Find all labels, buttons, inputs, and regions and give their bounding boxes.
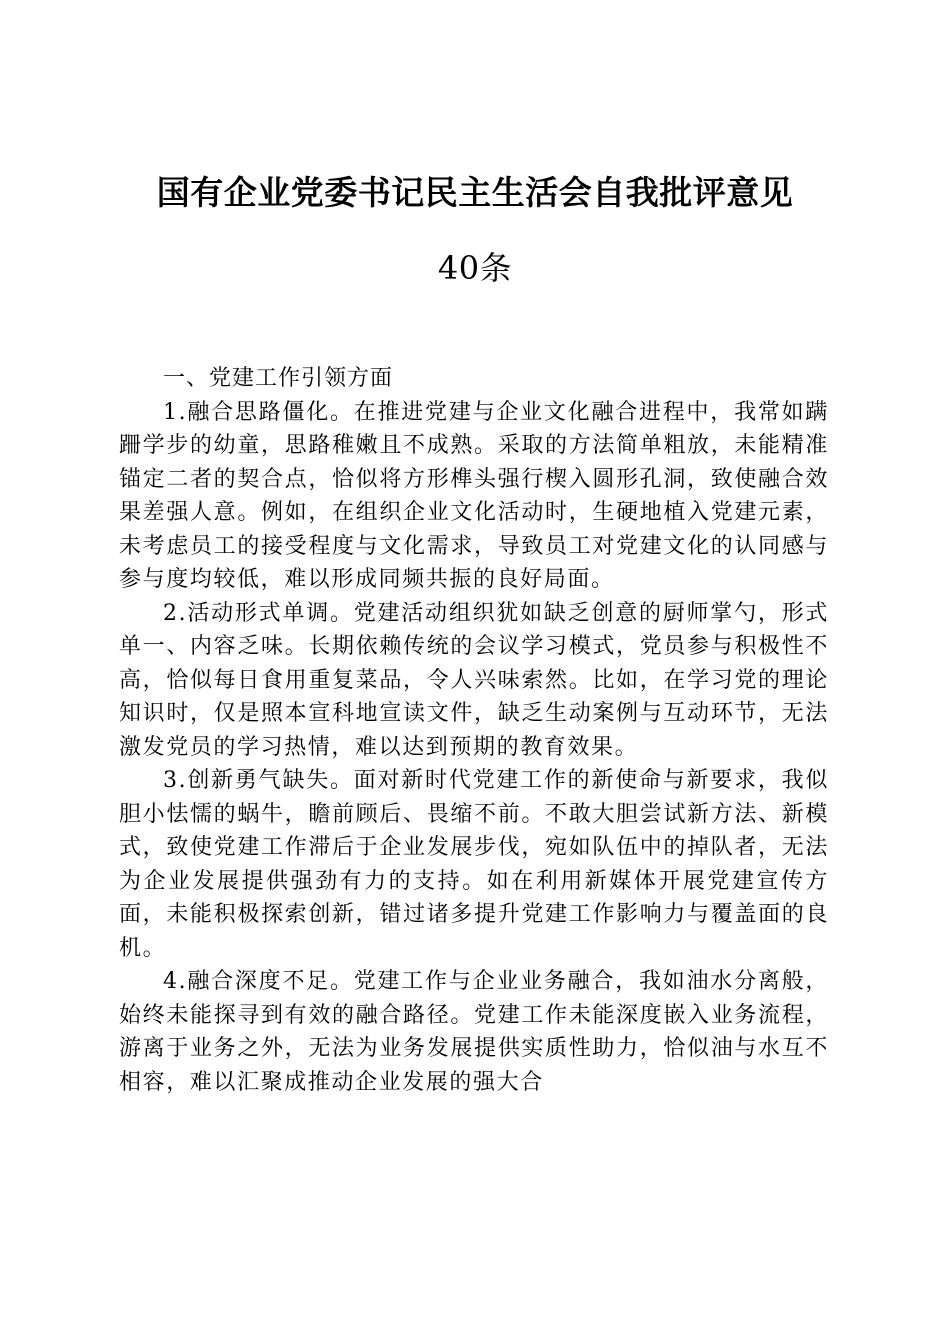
document-title-count: 40条 [437,249,513,287]
section-heading: 一、党建工作引领方面 [163,366,394,391]
paragraph-item-3: 3.创新勇气缺失。面对新时代党建工作的新使命与新要求，我似胆小怯懦的蜗牛，瞻前顾后、畏缩不前。不敢大胆尝试新方法、新模式，致使党建工作滞后于企业发展步伐，宛如队伍中的掉队者，无法为企业发展提供强劲有力的支持。如在利用新媒体开展党建宣传方面，未能积极探索创新，错过诸多提升党建工作影响力与覆盖面的良机。 [119,768,829,961]
document-title: 国有企业党委书记民主生活会自我批评意见 [156,173,794,212]
paragraph-item-4: 4.融合深度不足。党建工作与企业业务融合，我如油水分离般，始终未能探寻到有效的融合路径。党建工作未能深度嵌入业务流程，游离于业务之外，无法为业务发展提供实质性助力，恰似油与水互不相容，难以汇聚成推动企业发展的强大合 [119,969,829,1095]
document-body [119,362,829,1099]
paragraph-item-2: 2.活动形式单调。党建活动组织犹如缺乏创意的厨师掌勺，形式单一、内容乏味。长期依赖传统的会议学习模式，党员参与积极性不高，恰似每日食用重复菜品，令人兴味索然。比如，在学习党的理论知识时，仅是照本宣科地宣读文件，缺乏生动案例与互动环节，无法激发党员的学习热情，难以达到预期的教育效果。 [119,600,829,760]
paragraph-item-1: 1.融合思路僵化。在推进党建与企业文化融合进程中，我常如蹒跚学步的幼童，思路稚嫩且不成熟。采取的方法简单粗放，未能精准锚定二者的契合点，恰似将方形榫头强行楔入圆形孔洞，致使融合效果差强人意。例如，在组织企业文化活动时，生硬地植入党建元素，未考虑员工的接受程度与文化需求，导致员工对党建文化的认同感与参与度均较低，难以形成同频共振的良好局面。 [119,399,829,592]
